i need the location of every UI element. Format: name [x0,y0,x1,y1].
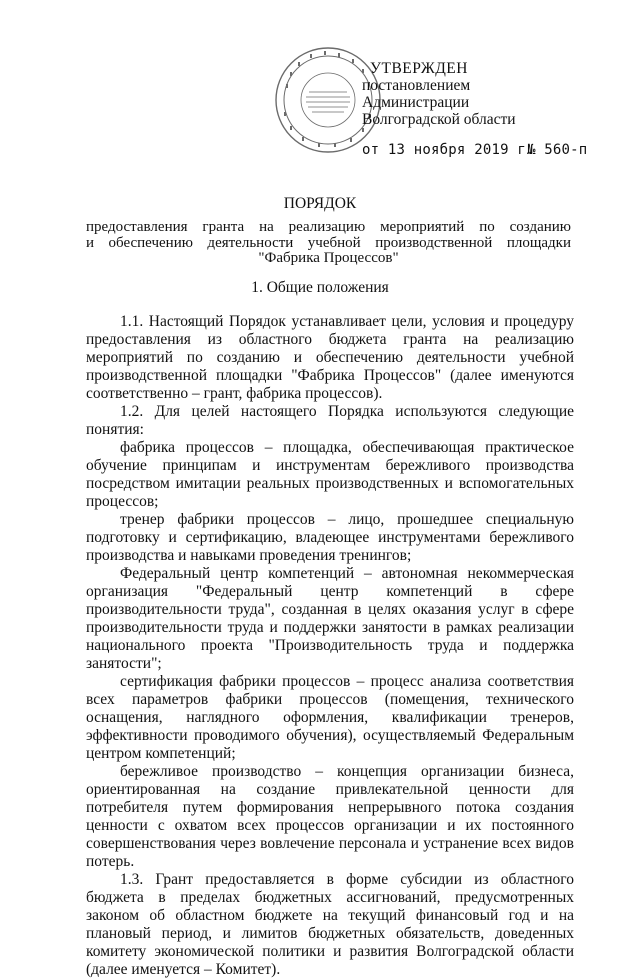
approval-line: постановлением [362,77,471,94]
approval-date: 13 ноября 2019 г. [387,142,535,158]
paragraph: бережливое производство – концепция организации бизнеса, ориентированная на создание привлекательной ценности для потребителя путем формирования непрерывного потока создания ценности с охватом всех процессов организации и их постоянного совершенствования через вовлечение персонала и устранение всех видов потерь. [86,763,574,870]
subtitle-line: и обеспечению деятельности учебной производственной площадки [86,234,571,251]
paragraph: 1.2. Для целей настоящего Порядка используются следующие понятия: [86,403,574,438]
approval-number: № 560-п [527,142,588,158]
approval-line: Волгоградской области [362,111,516,128]
approved-label: УТВЕРЖДЕН [370,60,468,77]
document-body [86,313,574,979]
date-prefix: от [362,142,380,158]
paragraph: фабрика процессов – площадка, обеспечивающая практическое обучение принципам и инструментам бережливого производства посредством имитации реальных производственных и вспомогательных процессов; [86,439,574,510]
paragraph: 1.1. Настоящий Порядок устанавливает цели, условия и процедуру предоставления из областного бюджета гранта на реализацию мероприятий по созданию и обеспечению деятельности учебной производственной площадки "Фабрика Процессов" (далее именуются соответственно – грант, фабрика процессов). [86,313,574,402]
paragraph: тренер фабрики процессов – лицо, прошедшее специальную подготовку и сертификацию, владеющее инструментами бережливого производства и навыками проведения тренингов; [86,511,574,564]
document-subtitle [86,220,571,267]
approval-block [362,60,602,128]
approval-date-line [362,142,622,158]
document-title: ПОРЯДОК [283,195,357,212]
subtitle-line: "Фабрика Процессов" [258,250,399,266]
subtitle-line: предоставления гранта на реализацию мероприятий по созданию [86,219,571,235]
paragraph: сертификация фабрики процессов – процесс анализа соответствия всех параметров фабрики процессов (помещения, технического оснащения, наглядного оформления, квалификации тренеров, эффективности проводимого обучения), осуществляемый Федеральным центром компетенций; [86,673,574,762]
paragraph: Федеральный центр компетенций – автономная некоммерческая организация "Федеральный центр компетенций в сфере производительности труда", созданная в целях оказания услуг в сфере производительности труда и поддержки занятости в рамках реализации национального проекта "Производительность труда и поддержка занятости"; [86,565,574,672]
section-heading: 1. Общие положения [251,279,389,296]
paragraph: 1.3. Грант предоставляется в форме субсидии из областного бюджета в пределах бюджетных ассигнований, предусмотренных законом об областном бюджете на текущий финансовый год и на плановый период, и лимитов бюджетных обязательств, доведенных комитету экономической политики и развития Волгоградской области (далее именуется – Комитет). [86,871,574,978]
approval-line: Администрации [362,94,470,111]
